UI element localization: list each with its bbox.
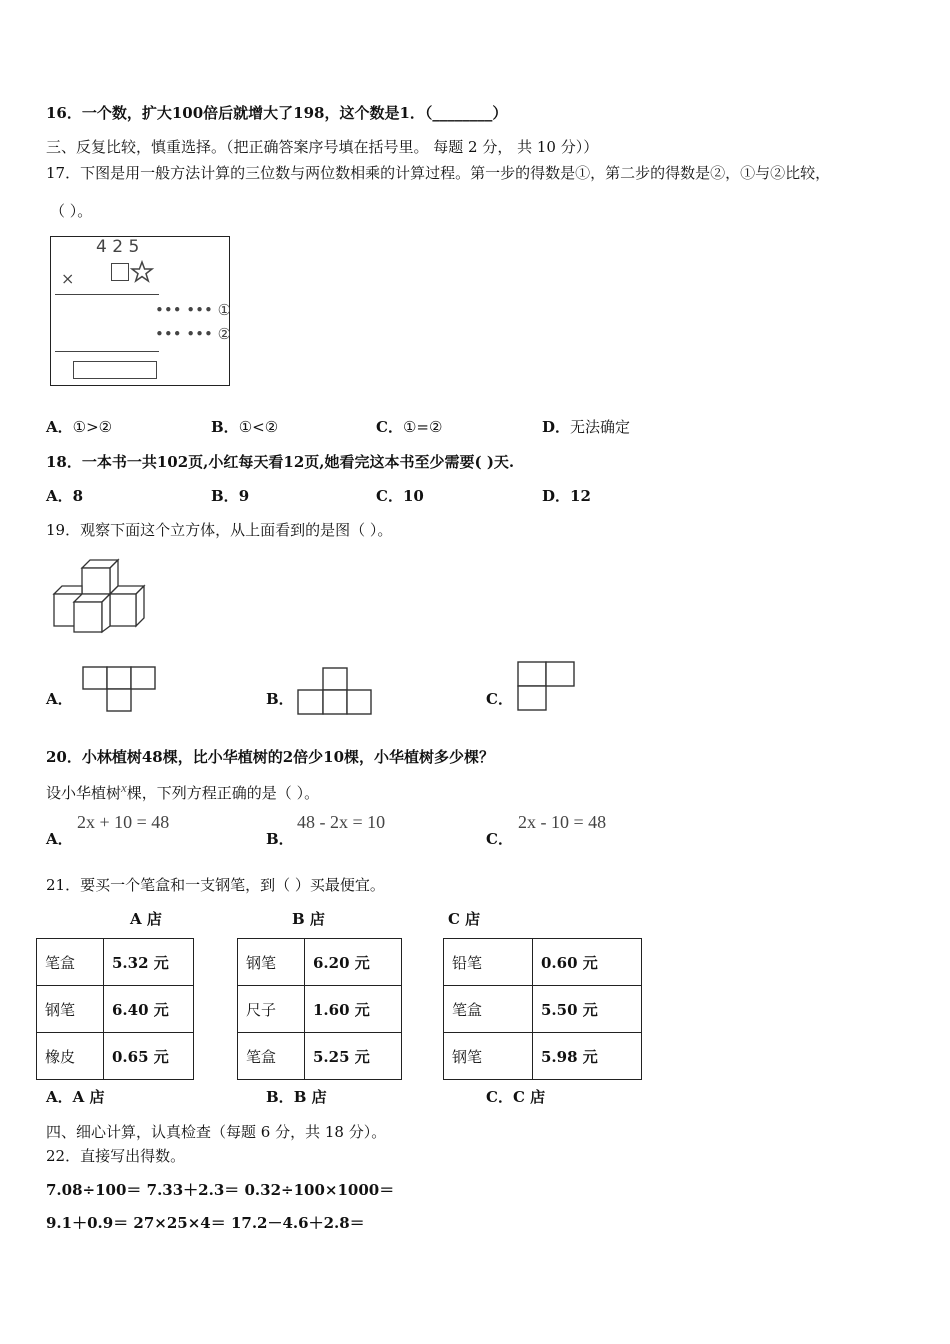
table-row: 笔盒 5.50 元 <box>444 986 642 1033</box>
question-19: 19．观察下面这个立方体，从上面看到的是图（ ）。 <box>46 521 393 539</box>
question-17-line2: （ ）。 <box>50 202 93 220</box>
option-a[interactable]: A．A 店 <box>46 1088 105 1106</box>
question-18: 18．一本书一共102页,小红每天看12页,她看完这本书至少需要( )天. <box>46 453 515 471</box>
shop-a-table <box>36 938 194 1080</box>
question-17-line1: 17．下图是用一般方法计算的三位数与两位数相乘的计算过程。第一步的得数是①，第二步的得数是②，①与②比较， <box>46 164 831 182</box>
table-row: 橡皮 0.65 元 <box>37 1033 194 1080</box>
shop-a-name: A 店 <box>130 910 162 928</box>
divider-line <box>55 294 159 295</box>
question-20-line1: 20．小林植树48棵，比小华植树的2倍少10棵，小华植树多少棵？ <box>46 748 495 766</box>
option-b[interactable]: B．B 店 <box>266 1088 327 1106</box>
option-b[interactable]: B． <box>266 830 294 848</box>
square-icon <box>111 263 129 281</box>
option-a-equation: 2x + 10 = 48 <box>77 812 170 832</box>
figure-number: 4 2 5 <box>96 237 140 257</box>
table-row: 笔盒 5.25 元 <box>238 1033 402 1080</box>
table-row: 铅笔 0.60 元 <box>444 939 642 986</box>
table-row: 钢笔 6.20 元 <box>238 939 402 986</box>
calc-row-2: 9.1＋0.9＝ 27×25×4＝ 17.2－4.6＋2.8＝ <box>46 1214 365 1232</box>
question-22: 22．直接写出得数。 <box>46 1147 186 1165</box>
option-c[interactable]: C． <box>486 830 513 848</box>
option-d[interactable]: D．12 <box>542 487 591 505</box>
shop-c-name: C 店 <box>448 910 481 928</box>
table-row: 钢笔 6.40 元 <box>37 986 194 1033</box>
option-b[interactable]: B． <box>266 690 294 708</box>
option-b[interactable]: B．9 <box>211 487 250 505</box>
option-c[interactable]: C． <box>486 690 513 708</box>
shop-b-table <box>237 938 402 1080</box>
calc-row-1: 7.08÷100＝ 7.33＋2.3＝ 0.32÷100×1000＝ <box>46 1181 395 1199</box>
section-4-title: 四、细心计算，认真检查（每题 6 分，共 18 分）。 <box>46 1123 387 1141</box>
cube-stack-figure <box>52 560 148 634</box>
question-21: 21．要买一个笔盒和一支钢笔，到（ ）买最便宜。 <box>46 876 385 894</box>
option-c[interactable]: C．①=② <box>376 418 443 436</box>
multiplication-figure <box>50 236 230 386</box>
times-sign: × <box>61 269 75 288</box>
option-c[interactable]: C．10 <box>376 487 424 505</box>
table-row: 尺子 1.60 元 <box>238 986 402 1033</box>
option-c-figure <box>516 660 578 714</box>
star-icon <box>131 261 153 283</box>
option-a[interactable]: A．8 <box>46 487 84 505</box>
table-row: 钢笔 5.98 元 <box>444 1033 642 1080</box>
option-b[interactable]: B．①<② <box>211 418 279 436</box>
step-2-label: ••• ••• ② <box>155 325 232 343</box>
option-c-equation: 2x - 10 = 48 <box>518 812 607 832</box>
question-20-line2: 设小华植树x棵，下列方程正确的是（ ）。 <box>46 780 320 802</box>
answer-box <box>73 361 157 379</box>
step-1-label: ••• ••• ① <box>155 301 232 319</box>
question-16: 16．一个数，扩大100倍后就增大了198，这个数是1．（________） <box>46 104 508 122</box>
option-a[interactable]: A．①>② <box>46 418 113 436</box>
option-b-figure <box>296 666 374 716</box>
shop-c-table <box>443 938 642 1080</box>
shop-b-name: B 店 <box>292 910 325 928</box>
option-a-figure <box>82 666 158 714</box>
option-d[interactable]: D．无法确定 <box>542 418 631 436</box>
option-a[interactable]: A． <box>46 690 73 708</box>
option-c[interactable]: C．C 店 <box>486 1088 546 1106</box>
section-3-title: 三、反复比较，慎重选择。（把正确答案序号填在括号里。 每题 2 分， 共 10 分）） <box>46 138 599 156</box>
table-row: 笔盒 5.32 元 <box>37 939 194 986</box>
option-b-equation: 48 - 2x = 10 <box>297 812 386 832</box>
divider-line <box>55 351 159 352</box>
option-a[interactable]: A． <box>46 830 73 848</box>
